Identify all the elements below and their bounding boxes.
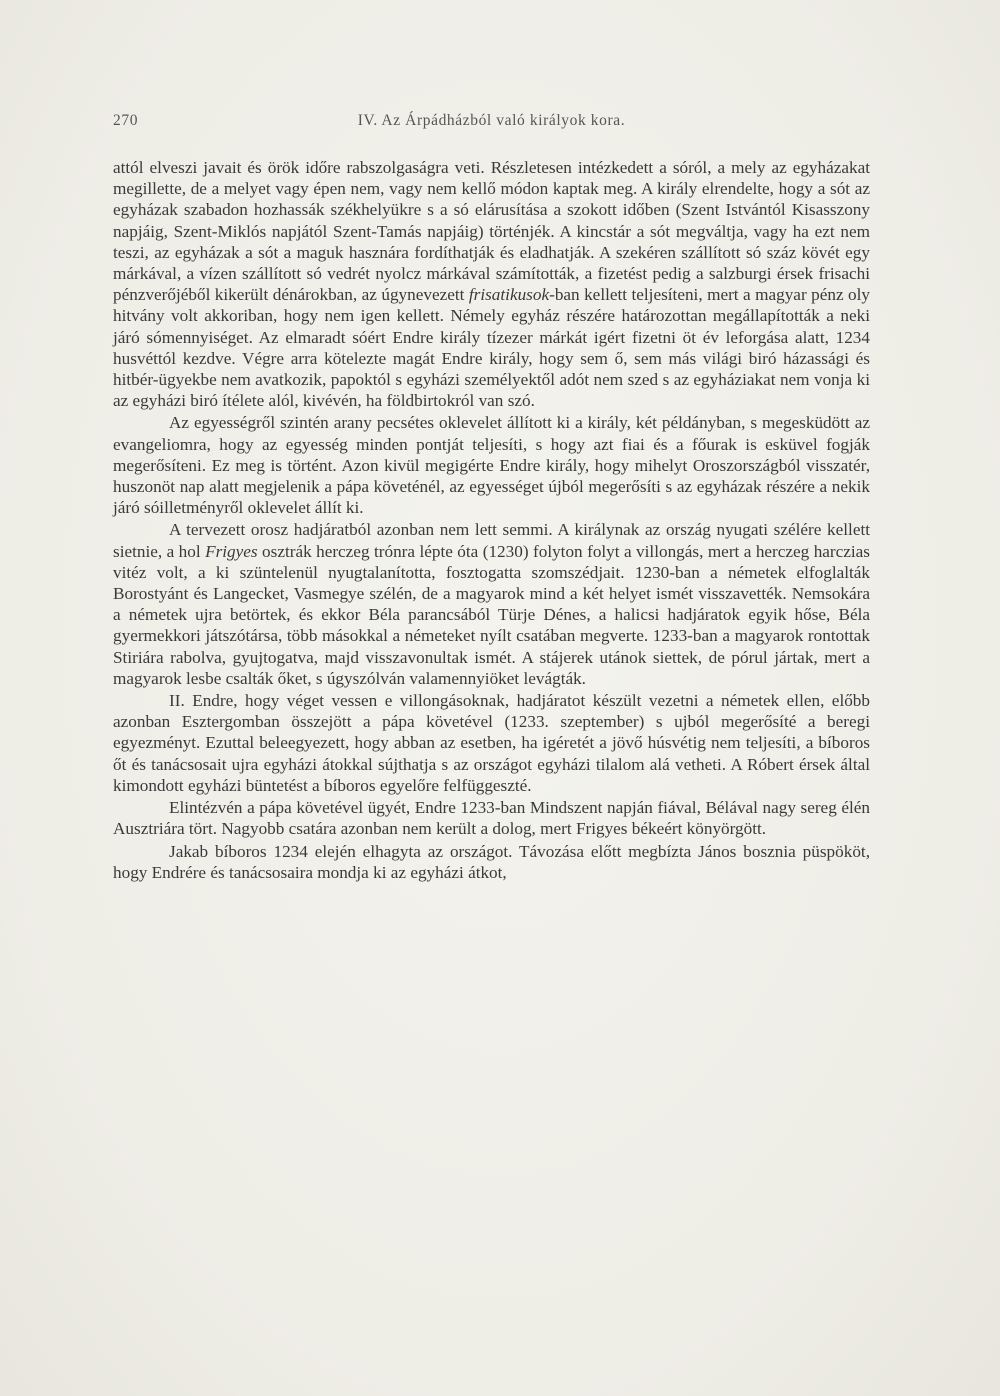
paragraph-3-italic-frigyes: Frigyes (205, 541, 258, 561)
page-number: 270 (113, 112, 139, 129)
paragraph-4-text: II. Endre, hogy véget vessen e villongásoknak, hadjáratot készült vezetni a németek ellen, előbb azonban Esztergomban összejött a pápa követével (1233. szeptember) s ujból megerősíté a beregi egyezményt. Ezuttal beleegyezett, hogy abban az esetben, ha igéretét a jövő húsvétig nem teljesíti, a bíboros őt és tanácsosait ujra egyházi átokkal sújthatja s az országot egyházi tilalom alá vetheti. A Róbert érsek által kimondott egyházi büntetést a bíboros egyelőre felfüggeszté. (113, 691, 870, 795)
paragraph-2 (113, 412, 870, 518)
paragraph-1-text-b: -ban kellett teljesíteni, mert a magyar pénz oly hitvány volt akkoriban, hogy nem igen kellett. Némely egyház részére határozottan megállapították a neki járó sómennyiséget. Az elmaradt sóért Endre király tízezer márkát igért fizetni öt év leforgása alatt, 1234 husvéttól kezdve. Végre arra kötelezte magát Endre király, hogy sem ő, sem más világi biró házassági és hitbér-ügyekbe nem avatkozik, papoktól s egyházi személyektől adót nem szed s az egyháziakat nem vonja ki az egyházi biró ítélete alól, kivévén, ha földbirtokról van szó. (113, 285, 870, 411)
paragraph-2-text: Az egyességről szintén arany pecsétes oklevelet állított ki a király, két példányban, s megesküdött az evangeliomra, hogy az egyesség minden pontját teljesíti, s hogy azt fiai és a főurak is esküvel fogják megerősíteni. Ez meg is történt. Azon kivül megigérte Endre király, hogy mihelyt Oroszországból visszatér, huszonöt nap alatt megjelenik a pápa követénél, az egyességet újból megerősíti s az egyházak részére a nekik járó sóilletményről oklevelet állít ki. (113, 413, 870, 518)
paragraph-5-text: Elintézvén a pápa követével ügyét, Endre 1233-ban Mindszent napján fiával, Bélával nagy sereg élén Ausztriára tört. Nagyobb csatára azonban nem került a dolog, mert Frigyes békeért könyörgött. (113, 798, 870, 839)
paragraph-3-text-a: A tervezett orosz hadjáratból azonban nem lett semmi. A királynak az ország nyugati szélére kellett sietnie, a hol (113, 520, 870, 561)
paragraph-1-italic-frisatikusok: frisatikusok (468, 285, 550, 305)
paragraph-3-text-b: osztrák herczeg trónra lépte óta (1230) folyton folyt a villongás, mert a herczeg harczias vitéz volt, a ki szüntelenül nyugtalanította, fosztogatta szomszédjait. 1230-ban a németek elfoglalták Borostyánt és Langecket, Vasmegye szélén, de a magyarok mind a két helyet ismét visszavették. Nemsokára a németek ujra betörtek, és ekkor Béla parancsából Türje Dénes, a halicsi hadjáratok egyik hőse, Béla gyermekkori játszótársa, több másokkal a németeket nyílt csatában megverte. 1233-ban a magyarok rontottak Stiriára rabolva, gyujtogatva, majd visszavonultak ismét. A stájerek utánok siettek, de pórul jártak, mert a magyarok lesbe csalták őket, s úgyszólván valamennyiöket levágták. (113, 541, 870, 688)
paragraph-4 (113, 690, 870, 796)
body-text (113, 157, 870, 883)
paragraph-6 (113, 841, 870, 883)
paragraph-1 (113, 157, 870, 411)
paragraph-5 (113, 797, 870, 839)
paragraph-1-text-a: attól elveszi javait és örök időre rabszolgaságra veti. Részletesen intézkedett a sóról, a mely az egyházakat megillette, de a melyet vagy épen nem, vagy nem kellő módon kaptak meg. A király elrendelte, hogy a sót az egyházak szabadon hozhassák székhelyükre s a só elárusítása a szokott időben (Szent Istvántól Kisasszony napjáig, Szent-Miklós napjától Szent-Tamás napjáig) történjék. A kincstár a sót megváltja, vagy ha ezt nem teszi, az egyházak a sót a maguk hasznára fordíthatják és eladhatják. A szekéren szállított só száz kövét egy márkával, a vízen szállított só vedrét nyolcz márkával számították, a fizetést pedig a salzburgi érsek frisachi pénzverőjéből kikerült dénárokban, az úgynevezett (113, 158, 870, 305)
running-head: IV. Az Árpádházból való királyok kora. (357, 112, 626, 129)
paragraph-3 (113, 519, 870, 689)
paragraph-6-text: Jakab bíboros 1234 elején elhagyta az országot. Távozása előtt megbízta János bosznia püspököt, hogy Endrére és tanácsosaira mondja ki az egyházi átkot, (113, 841, 870, 882)
page-header (113, 112, 870, 136)
